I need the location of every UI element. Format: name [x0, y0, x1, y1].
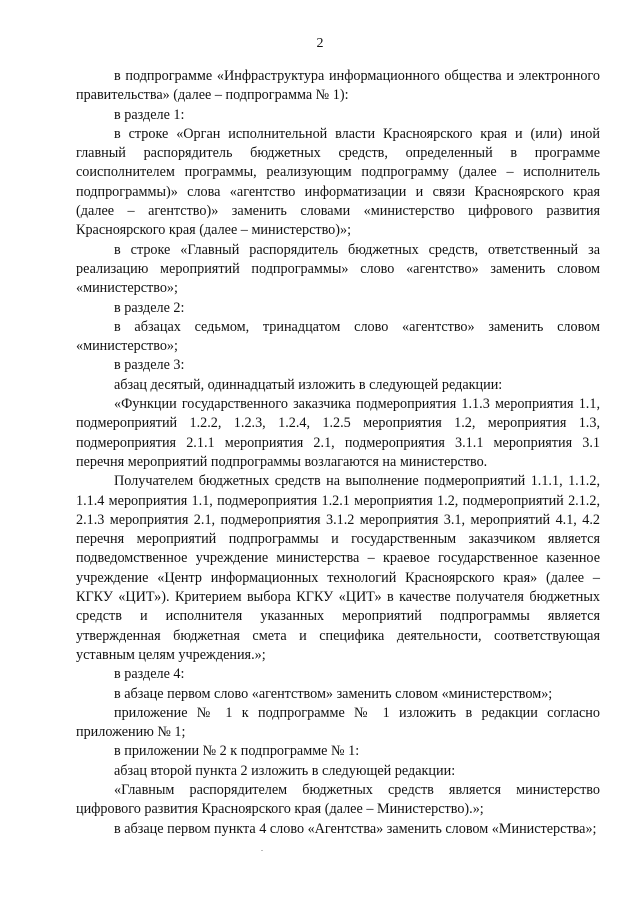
paragraph: абзац десятый, одиннадцатый изложить в следующей редакции:: [114, 376, 503, 393]
paragraph: абзац второй пункта 2 изложить в следующей редакции:: [114, 762, 456, 779]
paragraph: в строке «Главный распорядитель бюджетных средств, ответственный за реализацию мероприятий подпрограммы» слово «агентство» заменить словом «министерство»;: [76, 241, 600, 297]
paragraph: «Главным распорядителем бюджетных средств является министерство цифрового развития Красноярского края (далее – Министерство).»;: [76, 781, 600, 818]
paragraph: в подпрограмме «Инфраструктура информационного общества и электронного правительства» (далее – подпрограмма № 1):: [76, 68, 600, 104]
page-number: 2: [316, 36, 324, 51]
paragraph: в разделе 4:: [114, 666, 185, 683]
paragraph: в разделе 2:: [114, 299, 185, 316]
paragraph: в абзаце первом пункта 4 слово «Агентства» заменить словом «Министерства»;: [114, 820, 597, 837]
paragraph: в абзацах седьмом, тринадцатом слово «агентство» заменить словом «министерство»;: [76, 318, 600, 355]
paragraph: в приложении № 2 к подпрограмме № 1:: [114, 743, 360, 760]
scan-speck: [261, 850, 263, 851]
paragraph: приложение № 1 к подпрограмме № 1 изложить в редакции согласно приложению № 1;: [76, 704, 600, 741]
paragraph: в разделе 3:: [114, 357, 185, 374]
paragraph: Получателем бюджетных средств на выполнение подмероприятий 1.1.1, 1.1.2, 1.1.4 мероприятия 1.1, подмероприятия 1.2.1 мероприятия 1.2, подмероприятий 2.1.2, 2.1.3 мероприятия 2.1, подмероприятия 3.1.2 мероприятия 3.1, мероприятий 4.1, 4.2 перечня мероприятий подпрограммы и государственным заказчиком является подведомственное учреждение министерства – краевое государственное казенное учреждение «Центр информационных технологий Красноярского края» (далее – КГКУ «ЦИТ»). Критерием выбора КГКУ «ЦИТ» в качестве получателя бюджетных средств и исполнителя указанных мероприятий подпрограммы является утвержденная бюджетная смета и специфика деятельности, соответствующая уставным целям учреждения.»;: [76, 473, 600, 663]
paragraph: в строке «Орган исполнительной власти Красноярского края и (или) иной главный распорядитель бюджетных средств, определенный в программе соисполнителем программы, реализующим подпрограмму (далее – исполнитель подпрограммы)» слова «агентство информатизации и связи Красноярского края (далее – агентство)» заменить словами «министерство цифрового развития Красноярского края (далее – министерство)»;: [76, 125, 600, 239]
paragraph: в абзаце первом слово «агентством» заменить словом «министерством»;: [114, 685, 553, 702]
document-body: [76, 67, 600, 839]
paragraph: «Функции государственного заказчика подмероприятия 1.1.3 мероприятия 1.1, подмероприятий 1.2.2, 1.2.3, 1.2.4, 1.2.5 мероприятия 1.2, мероприятия 1.3, подмероприятия 2.1.1 мероприятия 2.1, подмероприятия 3.1.1 мероприятия 3.1 перечня мероприятий подпрограммы возлагаются на министерство.: [76, 396, 600, 470]
paragraph: в разделе 1:: [114, 106, 185, 123]
